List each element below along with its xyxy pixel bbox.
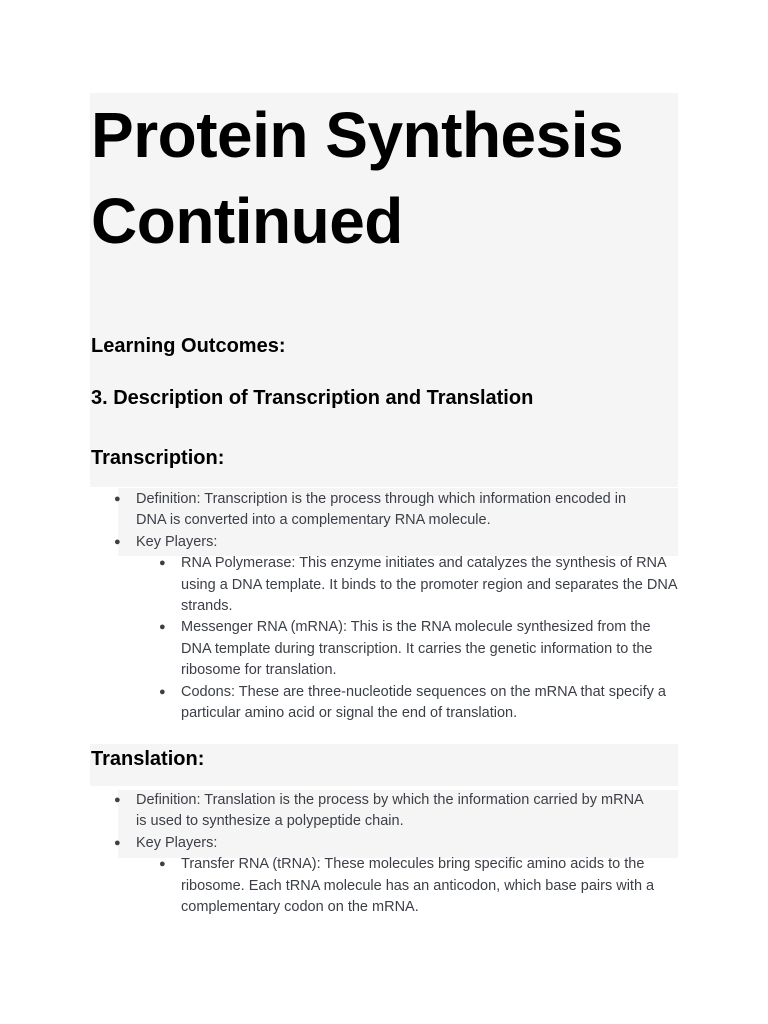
key-players-label: Key Players: <box>136 533 218 550</box>
outcome-3-heading: 3. Description of Transcription and Translation <box>91 387 534 409</box>
page-title: Protein Synthesis Continued <box>91 99 624 257</box>
transcription-list <box>0 489 679 724</box>
bullet-icon: ● <box>114 493 121 505</box>
list-item <box>0 790 656 833</box>
player-codons: Codons: These are three-nucleotide sequences on the mRNA that specify a particular amino acid or signal the end of translation. <box>181 683 666 722</box>
translation-definition: Definition: Translation is the process by which the information carried by mRNA is used to synthesize a polypeptide chain. <box>136 792 643 830</box>
list-item <box>0 682 679 725</box>
transcription-heading: Transcription: <box>91 447 225 469</box>
list-item <box>0 854 679 918</box>
learning-outcomes-heading: Learning Outcomes: <box>91 335 286 357</box>
key-players-label: Key Players: <box>136 834 218 851</box>
player-rna-polymerase: RNA Polymerase: This enzyme initiates and catalyzes the synthesis of RNA using a DNA template. It binds to the promoter region and separates the DNA strands. <box>181 555 677 615</box>
translation-list <box>0 790 679 918</box>
player-trna: Transfer RNA (tRNA): These molecules bring specific amino acids to the ribosome. Each tRNA molecule has an anticodon, which base pairs with a complementary codon on the mRNA. <box>181 856 655 916</box>
translation-heading: Translation: <box>91 748 205 770</box>
list-item <box>0 532 656 553</box>
player-mrna: Messenger RNA (mRNA): This is the RNA molecule synthesized from the DNA template during transcription. It carries the genetic information to the ribosome for translation. <box>181 619 653 679</box>
list-item <box>0 833 656 854</box>
list-item <box>0 617 679 681</box>
bullet-icon: ● <box>114 535 121 548</box>
bullet-icon: ● <box>114 794 121 806</box>
transcription-definition: Definition: Transcription is the process through which information encoded in DNA is converted into a complementary RNA molecule. <box>136 491 627 529</box>
bullet-icon: ● <box>159 621 166 634</box>
list-item <box>0 489 656 532</box>
bullet-icon: ● <box>159 858 166 871</box>
bullet-icon: ● <box>159 685 166 698</box>
bullet-icon: ● <box>114 836 121 849</box>
list-item <box>0 553 679 617</box>
bullet-icon: ● <box>159 557 166 570</box>
